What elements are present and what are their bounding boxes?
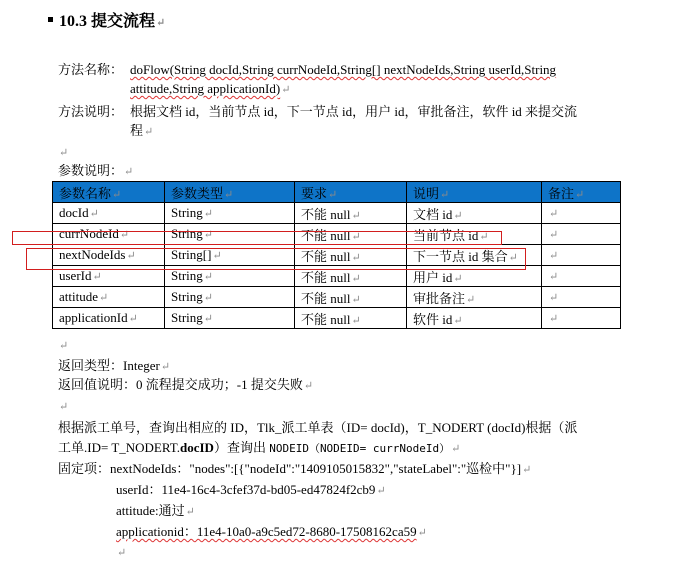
table-row [53,287,621,308]
table-row [53,203,621,224]
paragraph-mark: ↵ [156,17,166,29]
fixed-userid-wrap: userId：11e4-16c4-3cfef37d-bd05-ed47824f2cb9↵ [116,482,386,497]
table-cell: String↵ [165,266,295,287]
para-line1: 根据派工单号，查询出相应的 ID，Tlk_派工单表（ID= docId)，T_NODERT (docId)根据（派 [58,420,578,435]
table-cell: nextNodeIds↵ [53,245,165,266]
table-cell: String↵ [165,203,295,224]
table-cell: currNodeId↵ [53,224,165,245]
annotation-box-nextnodeids [26,248,526,270]
table-cell: 不能 null↵ [295,266,407,287]
table-cell: String[]↵ [165,245,295,266]
section-heading [48,8,165,31]
fixed-appid: applicationid：11e4-10a0-a9c5ed72-8680-17508162ca59 [116,524,417,539]
fixed-attitude: attitude:通过 [116,503,185,518]
table-cell: applicationId↵ [53,308,165,329]
table-cell: 软件 id↵ [407,308,542,329]
table-cell: 审批备注↵ [407,287,542,308]
return-desc: 返回值说明：0 流程提交成功；-1 提交失败 [58,377,303,392]
method-desc-label: 方法说明： [58,104,124,119]
empty-paragraph: ↵ [59,340,69,352]
annotation-box-currnodeid [12,231,502,245]
fixed-attitude-wrap: attitude:通过↵ [116,503,195,518]
table-cell: ↵ [542,287,621,308]
bullet-icon [48,17,53,22]
table-cell: ↵ [542,203,621,224]
return-type-wrap: 返回类型：Integer↵ [58,358,171,373]
return-type: 返回类型：Integer [58,358,160,373]
table-row [53,308,621,329]
method-name-line2: attitude,String applicationId) [130,81,281,96]
heading-text: 10.3 提交流程 [59,13,156,30]
empty-paragraph: ↵ [59,401,69,413]
table-cell: 不能 null↵ [295,308,407,329]
table-cell: ↵ [542,266,621,287]
fixed-items-wrap: 固定项：nextNodeIds："nodes":[{"nodeId":"1409105015832","stateLabel":"巡检中"}]↵ [58,461,532,476]
params-label: 参数说明： [58,163,124,178]
para-line2: 工单.ID= T_NODERT.docID）查询出 NODEID（NODEID= currNodeId）↵ [58,440,461,455]
method-desc-line2: 程 [130,123,144,138]
table-cell: 下一节点 id 集合↵ [407,245,542,266]
table-cell: 不能 null↵ [295,245,407,266]
empty-paragraph: ↵ [117,547,127,559]
method-name-line1: doFlow(String docId,String currNodeId,String[] nextNodeIds,String userId,String [130,62,557,77]
table-cell: ↵ [542,308,621,329]
table-cell: 不能 null↵ [295,203,407,224]
table-cell: 不能 null↵ [295,287,407,308]
table-cell: attitude↵ [53,287,165,308]
table-header-row [53,182,621,203]
table-cell: String↵ [165,287,295,308]
params-label-wrap: 参数说明：↵ [58,163,134,178]
table-cell: ↵ [542,245,621,266]
method-desc-line1: 根据文档 id，当前节点 id，下一节点 id，用户 id，审批备注，软件 id 来提交流 [130,104,578,119]
table-cell: 用户 id↵ [407,266,542,287]
table-cell: 文档 id↵ [407,203,542,224]
method-desc-line2-wrap: 程↵ [130,123,154,138]
table-cell: 不能 null↵ [295,224,407,245]
table-cell: userId↵ [53,266,165,287]
table-cell: 当前节点 id↵ [407,224,542,245]
table-header-cell: 说明↵ [407,182,542,203]
method-name-line2-wrap: attitude,String applicationId)↵ [130,81,291,96]
table-header-cell: 参数名称↵ [53,182,165,203]
fixed-userid: userId：11e4-16c4-3cfef37d-bd05-ed47824f2cb9 [116,482,376,497]
empty-paragraph: ↵ [59,147,69,159]
table-cell: docId↵ [53,203,165,224]
fixed-items: 固定项：nextNodeIds："nodes":[{"nodeId":"1409105015832","stateLabel":"巡检中"}] [58,461,522,476]
method-name-label: 方法名称： [58,62,124,77]
table-header-cell: 参数类型↵ [165,182,295,203]
table-cell: ↵ [542,224,621,245]
table-header-cell: 备注↵ [542,182,621,203]
table-cell: String↵ [165,308,295,329]
table-cell: String↵ [165,224,295,245]
fixed-appid-wrap: applicationid：11e4-10a0-a9c5ed72-8680-17508162ca59↵ [116,524,427,539]
return-desc-wrap: 返回值说明：0 流程提交成功；-1 提交失败↵ [58,377,314,392]
table-header-cell: 要求↵ [295,182,407,203]
